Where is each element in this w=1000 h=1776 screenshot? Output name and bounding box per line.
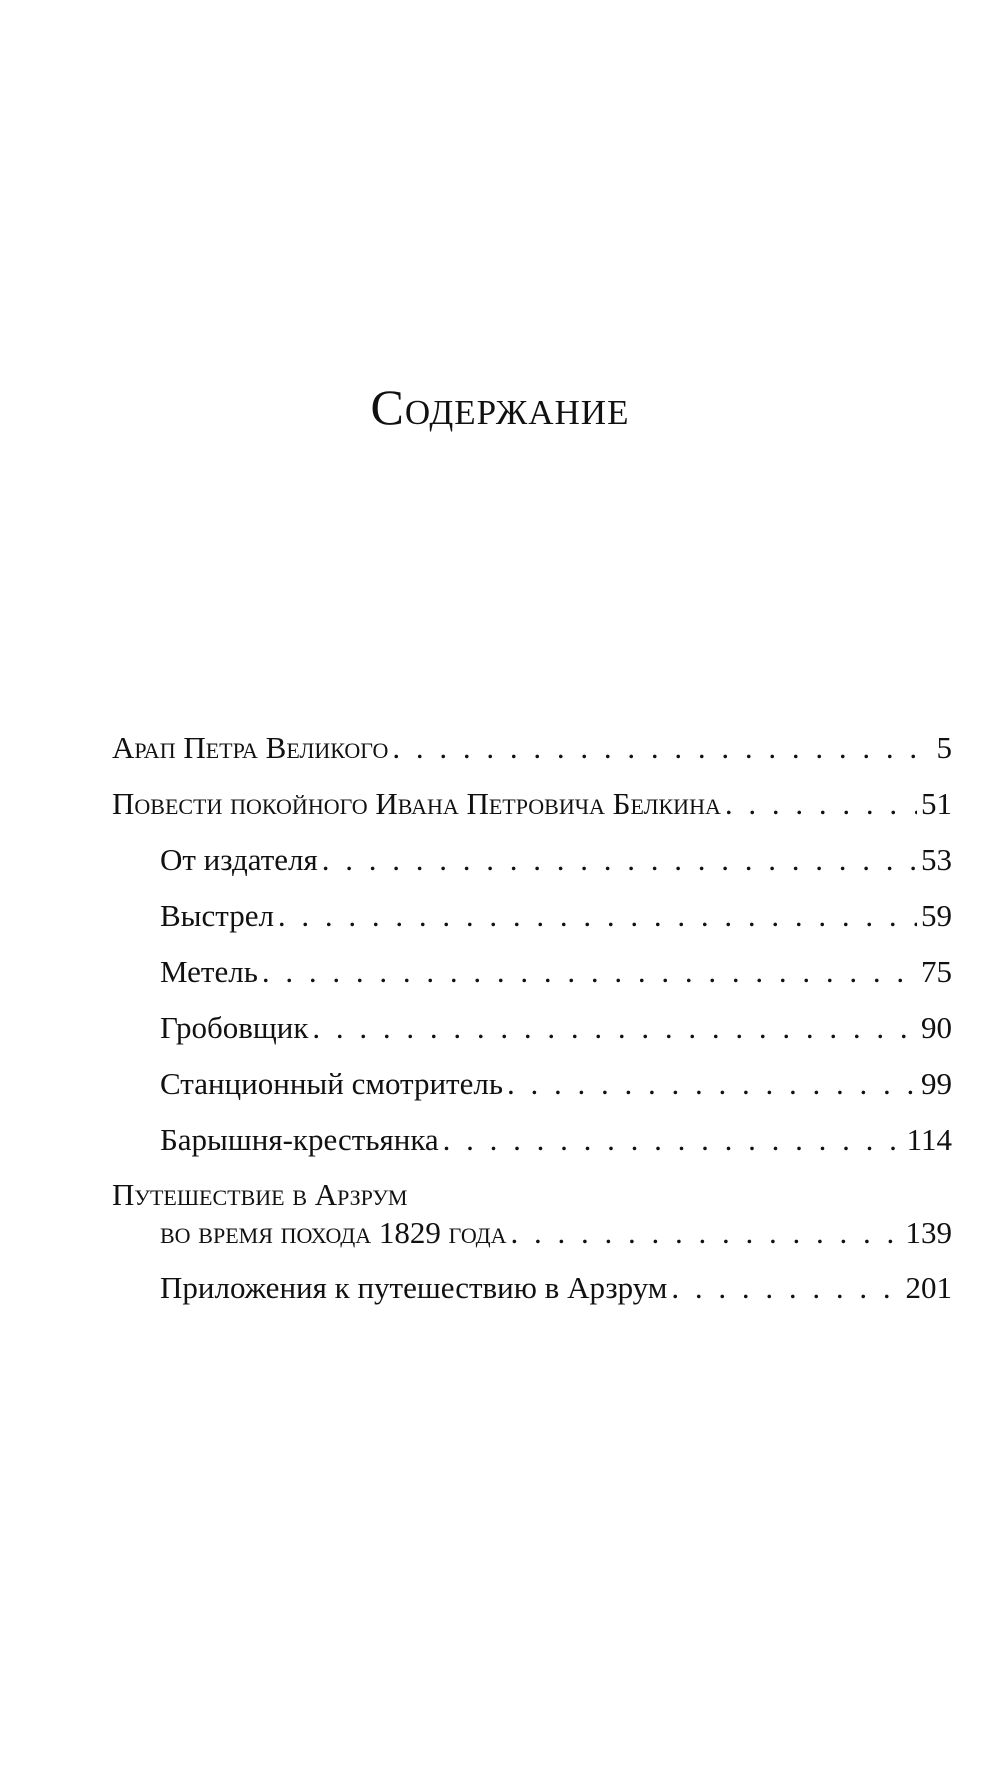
table-of-contents <box>112 728 952 1324</box>
toc-entry[interactable] <box>112 1120 952 1160</box>
toc-page-number: 201 <box>905 1270 952 1305</box>
toc-page-number: 90 <box>921 1010 952 1045</box>
toc-leader-dots <box>507 1064 917 1104</box>
toc-leader-dots <box>322 840 917 880</box>
toc-entry[interactable] <box>112 1064 952 1104</box>
toc-entry-title: Выстрел <box>160 898 274 933</box>
toc-entry[interactable] <box>112 728 952 768</box>
toc-entry[interactable] <box>112 1176 952 1252</box>
toc-entry[interactable] <box>112 896 952 936</box>
toc-entry-title: Повести покойного Ивана Петровича Белкина <box>112 786 721 821</box>
toc-page-number: 51 <box>921 786 952 821</box>
toc-entry-title: Путешествие в Арзрум <box>112 1177 408 1212</box>
toc-entry-title-continuation: во время похода 1829 года <box>160 1215 507 1250</box>
toc-page-number: 114 <box>906 1122 952 1157</box>
toc-entry[interactable] <box>112 840 952 880</box>
toc-entry[interactable] <box>112 1268 952 1308</box>
page-title: Содержание <box>370 379 630 435</box>
toc-entry-title: От издателя <box>160 842 318 877</box>
toc-leader-dots <box>671 1268 901 1308</box>
toc-entry[interactable] <box>112 952 952 992</box>
toc-page-number: 99 <box>921 1066 952 1101</box>
toc-entry-title: Приложения к путешествию в Арзрум <box>160 1270 668 1305</box>
toc-leader-dots <box>278 896 917 936</box>
toc-page-number: 53 <box>921 842 952 877</box>
toc-leader-dots <box>725 784 917 824</box>
toc-entry-title: Метель <box>160 954 258 989</box>
toc-leader-dots <box>392 728 932 768</box>
toc-page-number: 5 <box>936 730 952 765</box>
toc-leader-dots <box>262 952 917 992</box>
toc-page-number: 75 <box>921 954 952 989</box>
toc-entry-title: Гробовщик <box>160 1010 309 1045</box>
toc-page-number: 59 <box>921 898 952 933</box>
toc-leader-dots <box>511 1214 902 1252</box>
toc-leader-dots <box>312 1008 917 1048</box>
toc-entry[interactable] <box>112 1008 952 1048</box>
toc-entry-title: Барышня-крестьянка <box>160 1122 439 1157</box>
toc-page-number: 139 <box>905 1215 952 1250</box>
toc-leader-dots <box>443 1120 903 1160</box>
toc-entry-line2 <box>112 1214 952 1252</box>
toc-entry[interactable] <box>112 784 952 824</box>
toc-entry-title: Станционный смотритель <box>160 1066 503 1101</box>
toc-entry-title: Арап Петра Великого <box>112 730 389 765</box>
